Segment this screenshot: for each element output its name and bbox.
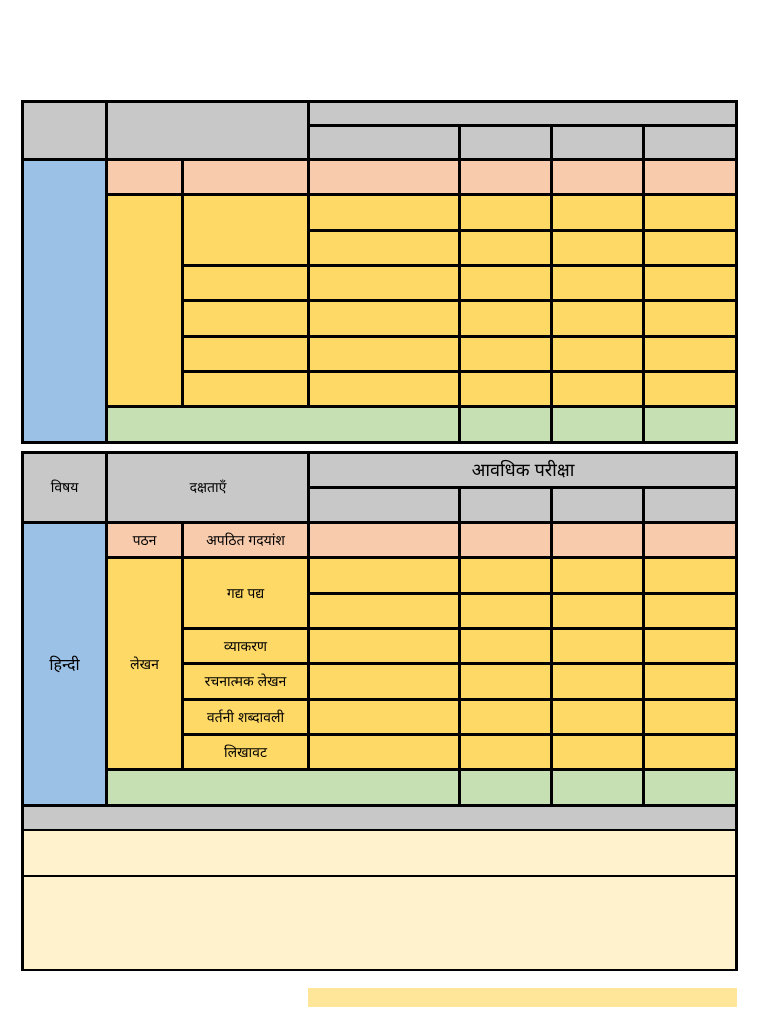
grid-line [550,124,553,444]
writing-label-cell [107,558,182,770]
writing-sub-label: लिखावट [223,744,268,760]
grid-line [642,124,645,444]
grid-line [181,158,184,407]
reading-score-cells [309,522,737,558]
grid-line [22,158,738,161]
grid-line [458,124,461,444]
skills-header-cell [107,101,309,159]
grid-line [22,451,738,454]
exam-header-cell [309,452,737,487]
writing-sub-label: गद्य पद्य [226,585,265,601]
grid-line [642,486,645,807]
subject-header-cell [22,452,107,522]
grid-line [22,100,738,103]
grid-line [22,804,738,807]
grid-line [735,451,738,971]
subject-header-cell [22,101,107,159]
reading-label: पठन [132,531,157,548]
writing-sub-cell [182,735,309,770]
grid-line [22,875,738,877]
writing-sub-label: व्याकरण [223,638,268,654]
grid-line [105,100,108,444]
remarks-box [22,876,737,970]
grid-line [21,100,24,444]
grid-line [309,124,738,127]
grid-line [22,521,738,524]
grid-line [105,451,108,807]
writing-sub-label: वर्तनी शब्दावली [206,708,285,725]
grid-line [309,229,738,232]
writing-sub-cell [182,629,309,664]
writing-sub-cell [182,558,309,629]
grid-line [181,521,184,771]
writing-label: लेखन [130,655,159,672]
grid-line [22,969,738,971]
skills-header: दक्षताएँ [189,478,227,495]
remarks-row [22,829,737,876]
exam-subheader-row [309,487,737,522]
grid-line [550,486,553,807]
grid-line [307,451,310,771]
grid-line [458,486,461,807]
subject-cell [22,522,107,806]
grid-line [309,486,738,489]
grid-line [307,100,310,407]
skills-header-cell [107,452,309,522]
grid-line [735,100,738,444]
grid-line [21,451,24,971]
writing-sub-label: रचनात्मक लेखन [204,673,287,689]
section-divider-band [22,806,737,829]
signature-strip [308,988,737,1007]
subject-header: विषय [50,478,79,495]
subject-cell [22,159,107,443]
reading-label-cell [107,522,182,558]
writing-sub-cell [182,664,309,699]
reading-sub-label: अपठित गदयांश [206,531,285,548]
grid-line [309,592,738,595]
exam-header: आवधिक परीक्षा [471,459,575,480]
writing-sub-cell [182,699,309,735]
subject-label: हिन्दी [49,657,80,674]
grid-line [22,441,738,444]
reading-sub-cell [182,522,309,558]
grid-line [22,829,738,831]
exam-header-cell [309,101,737,159]
